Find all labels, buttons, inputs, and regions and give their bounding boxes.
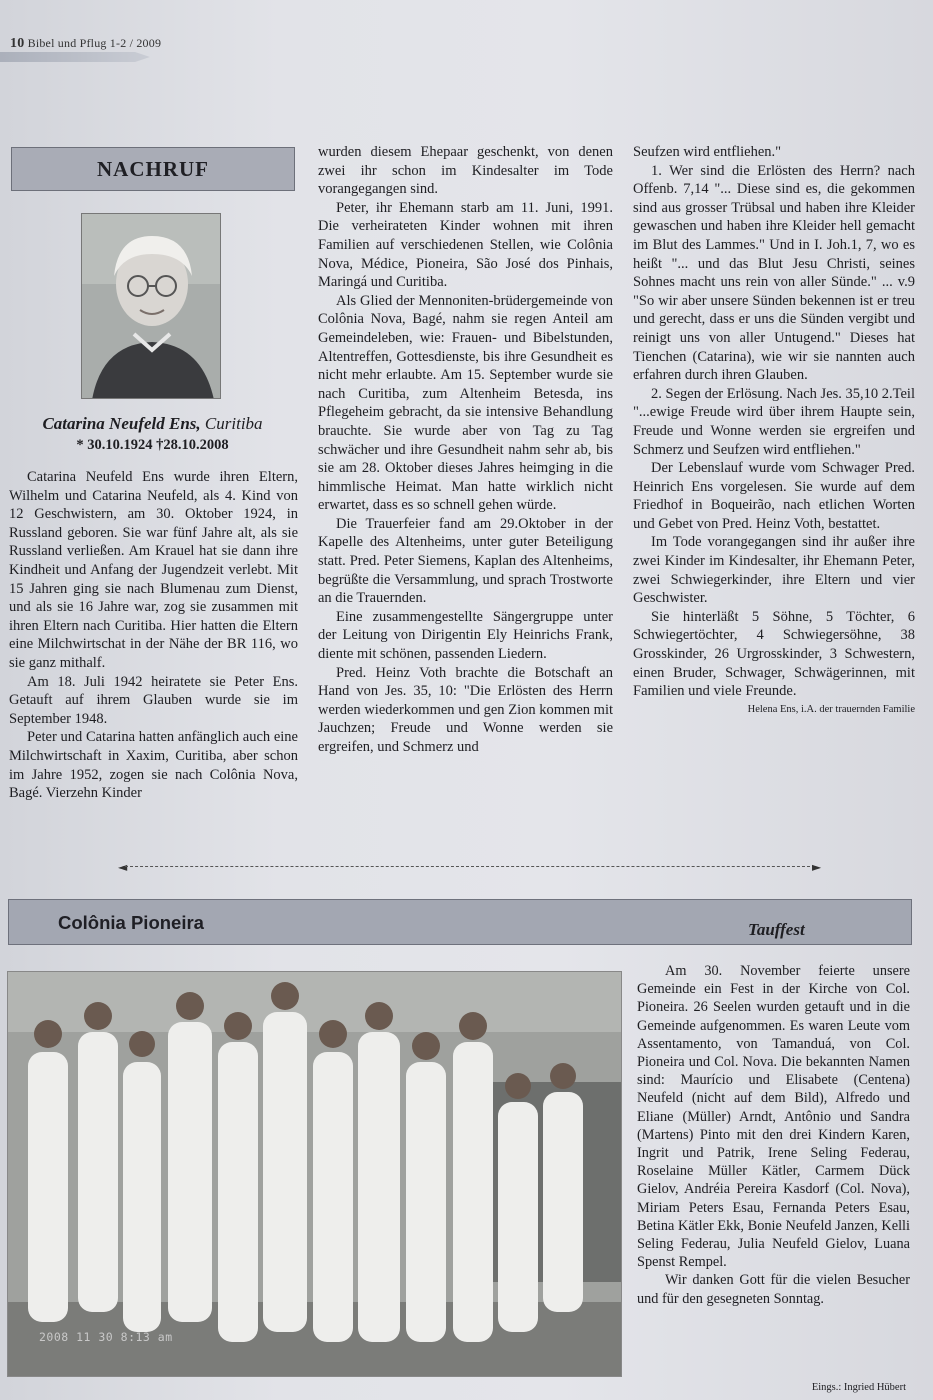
deceased-name <box>10 414 295 434</box>
paragraph: Wir danken Gott für die vielen Besucher und für den gesegneten Sonntag. <box>637 1272 910 1307</box>
paragraph: Als Glied der Mennoniten-brüdergemeinde von Colônia Nova, Bagé, nahm sie regen Anteil am Gemeindeleben, wie: Frauen- und Bibelstunden, Altentreffen, Gottesdienste, bis ihre Gesundheit es nicht mehr erlaubte. Am 15. September wurde sie nach Curitiba, zum Altenheim Betesda, ins Pflegeheim gebracht, da sie intensive Behandlung brauchte. Sie wurde aber von Tag zu Tag schwächer und ihre Gesundheit nahm sehr ab, bis sie am 28. Oktober dieses Jahres heimging in die himmlische Heimat. Man hatte wirklich nicht erwartet, dass es so schnell gehen würde. <box>318 292 613 514</box>
separator-left-arrow-icon: ◄ <box>118 860 128 874</box>
deceased-city: Curitiba <box>204 414 263 433</box>
paragraph: Eine zusammengestellte Sängergruppe unter der Leitung von Dirigentin Ely Heinrichs Frank, diente mit schönen, passenden Liedern. <box>318 608 613 663</box>
paragraph: Seufzen wird entfliehen." <box>633 144 782 160</box>
section-subtitle: Tauffest <box>748 920 805 939</box>
photo-timestamp: 2008 11 30 8:13 am <box>39 1330 173 1344</box>
header-band <box>0 52 150 62</box>
paragraph: Peter und Catarina hatten anfänglich auch eine Milchwirtschaft in Xaxim, Curitiba, aber schon im Jahre 1952, zogen sie nach Colônia Nova, Bagé. Vierzehn Kinder <box>9 729 298 802</box>
paragraph: Peter, ihr Ehemann starb am 11. Juni, 1991. Die verheirateten Kinder wohnen mit ihren Familien auf verschiedenen Stellen, wie Colônia Nova, Médice, Pioneira, São José dos Pinhais, Maringá und Curitiba. <box>318 199 613 291</box>
section-separator <box>125 866 815 867</box>
deceased-full-name: Catarina Neufeld Ens, <box>42 414 201 433</box>
paragraph: Die Trauerfeier fand am 29.Oktober in der Kapelle des Altenheims, unter guter Beteiligung statt. Pred. Peter Siemens, Kaplan des Altenheims, begrüßte die Versammlung, und sprach Trostworte an die Trauernden. <box>318 515 613 607</box>
obituary-heading: NACHRUF <box>97 156 209 181</box>
baptism-group-photo <box>7 971 622 1377</box>
obituary-heading-box <box>11 147 295 191</box>
paragraph: wurden diesem Ehepaar geschenkt, von denen zwei ihr schon im Kindesalter im Tode vorangegangen sind. <box>318 144 613 198</box>
paragraph: 1. Wer sind die Erlösten des Herrn? nach Offenb. 7,14 "... Diese sind es, die gekommen sind aus grosser Trübsal und haben ihre Kleider gewaschen und haben ihre Kleider hell gemacht im Blut des Lammes." Und in I. Joh.1, 7, wo es heißt "... und das Blut Jesu Christi, seines Sohnes macht uns rein von aller Sünde." ... v.9 "So wir aber unsere Sünden bekennen ist er treu und gerecht, dass er uns die Sünden vergibt und reinigt uns von aller Untugend." Dieses hat Tienchen (Catarina), wie wir sie nannten auch erfahren durch ihren Glauben. <box>633 162 915 384</box>
portrait-photo <box>81 213 221 399</box>
portrait-illustration <box>82 214 221 399</box>
magazine-title: Bibel und Pflug 1-2 / 2009 <box>27 36 162 50</box>
separator-right-arrow-icon: ► <box>812 860 822 874</box>
paragraph: Der Lebenslauf wurde vom Schwager Pred. Heinrich Ens vorgelesen. Sie wurde auf dem Friedhof in Boqueirão, nach etlichen Worten und Gebet von Pred. Heinz Voth, bestattet. <box>633 460 915 532</box>
obituary-column-1 <box>9 468 298 803</box>
baptism-article-text <box>637 962 910 1308</box>
paragraph: Catarina Neufeld Ens wurde ihren Eltern, Wilhelm und Catarina Neufeld, als 4. Kind von 12 Geschwistern, am 30. Oktober 1924, in Russland geboren. Sie war fünf Jahre alt, als sie Russland verließen. Am Krauel hat sie dann ihre Kindheit und Anfang der Jugendzeit verlebt. Mit 15 Jahren ging sie nach Blumenau zum Dienst, und als sie 16 Jahre war, zog sie zusammen mit ihren Eltern nach Curitiba. Hier hatten die Eltern eine Milchwirtschat in der Nähe der BR 116, wo sie ganz mithalf. <box>9 469 298 671</box>
page-number: 10 <box>10 36 25 51</box>
paragraph: Sie hinterläßt 5 Söhne, 5 Töchter, 6 Schwiegertöchter, 4 Schwiegersöhne, 38 Grosskinder, 26 Urgrosskinder, 3 Schwestern, einen Bruder, Schwager, Schwägerinnen, mit Familien und viele Freunde. <box>633 608 915 700</box>
paragraph: Am 18. Juli 1942 heiratete sie Peter Ens. Getauft auf ihrem Glauben wurde sie im September 1948. <box>9 673 298 727</box>
paragraph: Pred. Heinz Voth brachte die Botschaft an Hand von Jes. 35, 10: "Die Erlösten des Herrn werden wiederkommen und gen Zion kommen mit Jauchzen; Freude und Wonne werden sie ergreifen, und Schmerz und <box>318 664 613 755</box>
obituary-column-3 <box>633 143 915 719</box>
life-dates: * 30.10.1924 †28.10.2008 <box>76 437 229 453</box>
obituary-signature: Helena Ens, i.A. der trauernden Familie <box>747 703 915 715</box>
paragraph: Im Tode vorangegangen sind ihr außer ihre zwei Kinder im Kindesalter, ihr Ehemann Peter, zwei Schwiegerkinder, ihre Eltern und vier Geschwister. <box>633 534 915 607</box>
group-photo-illustration <box>8 972 622 1377</box>
section-title: Colônia Pioneira <box>58 912 204 933</box>
paragraph: 2. Segen der Erlösung. Nach Jes. 35,10 2.Teil "...ewige Freude wird über ihrem Haupte sein, Freude und Wonne werden sie ergreifen und Schmerz und Seufzen wird entfliehen." <box>633 385 915 458</box>
obituary-column-2 <box>318 143 613 757</box>
article-credit: Eings.: Ingried Hübert <box>811 1382 906 1393</box>
paragraph: Am 30. November feierte unsere Gemeinde ein Fest in der Kirche von Col. Pioneira. 26 Seelen wurden getauft und in die Gemeinde aufgenommen. Es waren Leute vom Assentamento, von Tamanduá, von Col. Pioneira und Col. Nova. Die bekannten Namen sind: Maurício und Elisabete (Centena) Neufeld (nicht auf dem Bild), Alfredo und Eliane (Müller) Arndt, Antônio und Sandra (Martens) Pinto mit den drei Kindern Karen, Ingrit und Patrik, Irene Seling Federau, Roselaine Müller Kätler, Carmem Dück Gielov, Andréia Pereira Kasdorf (Col. Nova), Miriam Peters Esau, Fernanda Peters Esau, Betina Kätler Ekk, Bonie Neufeld Janzen, Kelli Seling Federau, Julia Neufeld Gielov, Luana Spenst Rempel. <box>637 963 910 1271</box>
page-header <box>10 36 161 52</box>
